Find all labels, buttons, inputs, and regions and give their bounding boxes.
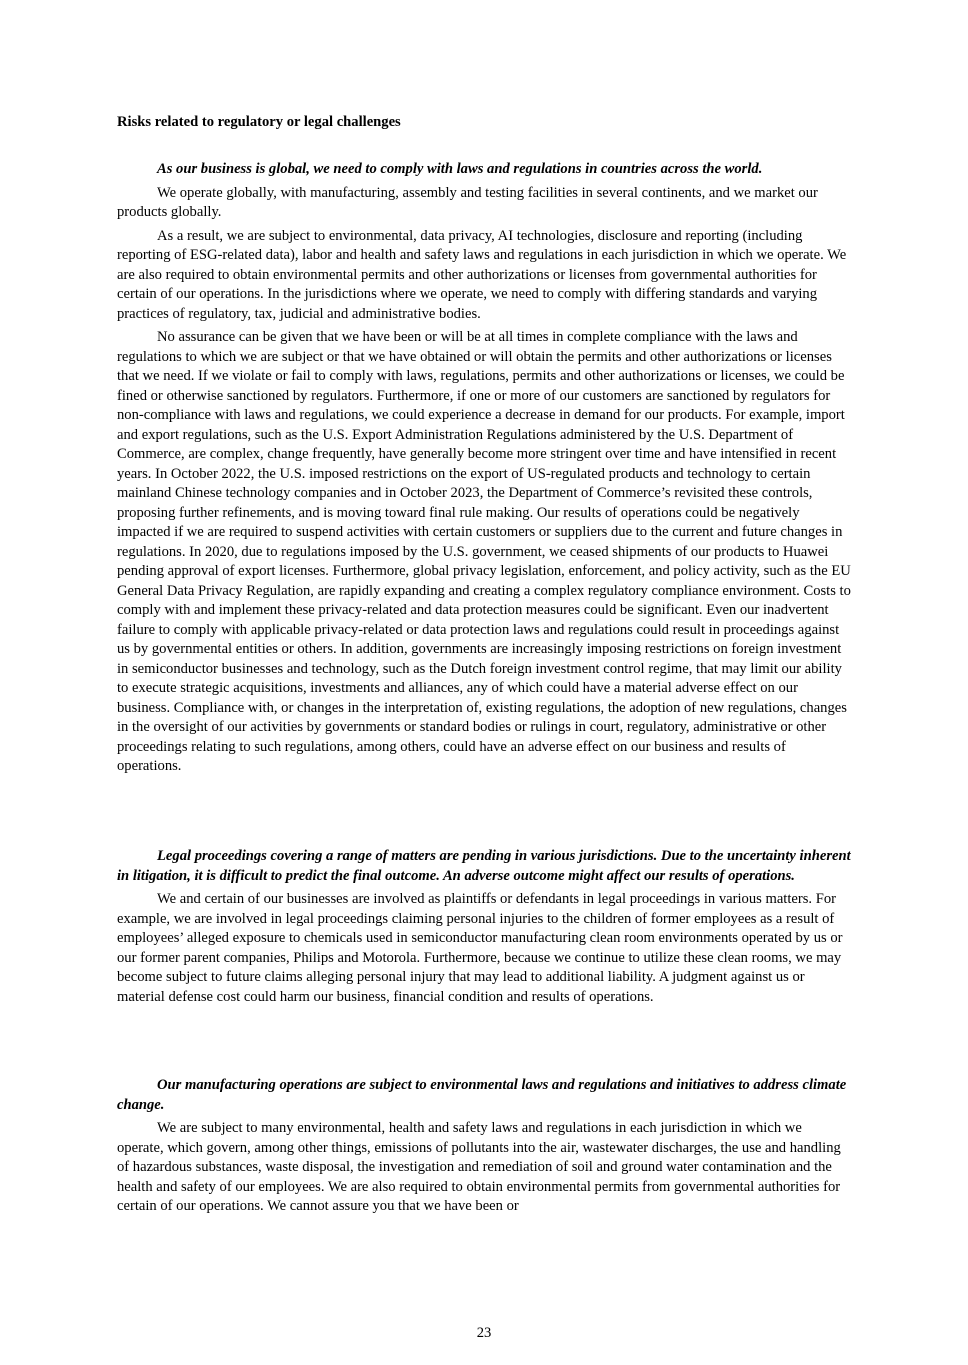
section-heading: Risks related to regulatory or legal challenges: [117, 114, 401, 130]
risk-subheading: Legal proceedings covering a range of matters are pending in various jurisdictions. Due to the uncertainty inherent in litigation, it is difficult to predict the final outcome. An adverse outcome might affect our results of operations.: [117, 848, 851, 884]
paragraph: We and certain of our businesses are involved as plaintiffs or defendants in legal proceedings in various matters. For example, we are involved in legal proceedings claiming personal injuries to the children of former employees as a result of employees’ alleged exposure to chemicals used in semiconductor manufacturing clean room environments operated by us or our former parent companies, Philips and Motorola. Furthermore, because we continue to utilize these clean rooms, we may become subject to future claims alleging personal injury that may lead to additional liability. A judgment against us or material defense cost could harm our business, financial condition and results of operations.: [117, 891, 843, 1005]
risk-factor-global-compliance: [117, 160, 852, 781]
paragraph: We operate globally, with manufacturing, assembly and testing facilities in several continents, and we market our products globally.: [117, 184, 818, 220]
risk-factor-environmental: [117, 1076, 852, 1221]
paragraph: No assurance can be given that we have been or will be at all times in complete compliance with the laws and regulations to which we are subject or that we have obtained or will obtain the permits and other authorizations or licenses that we need. If we violate or fail to comply with laws, regulations, permits and other authorizations or licenses, we could be fined or otherwise sanctioned by regulators. Furthermore, if one or more of our customers are sanctioned by regulators for non-compliance with laws and regulations, we could experience a decrease in demand for our products. For example, import and export regulations, such as the U.S. Export Administration Regulations administered by the U.S. Department of Commerce, are complex, change frequently, have generally become more stringent over time and have intensified in recent years. In October 2022, the U.S. imposed restrictions on the export of US-regulated products and technology to certain mainland Chinese technology companies and in October 2023, the Department of Commerce’s revisited these controls, proposing further refinements, and is moving toward final rule making. Our results of operations could be negatively impacted if we are required to suspend activities with certain customers or suppliers due to the current and future changes in regulations. In 2020, due to regulations imposed by the U.S. government, we ceased shipments of our products to Huawei pending approval of export licenses. Furthermore, global privacy legislation, enforcement, and policy activity, such as the EU General Data Privacy Regulation, are rapidly expanding and creating a complex regulatory compliance environment. Costs to comply with and implement these privacy-related and data protection measures could be significant. Even our inadvertent failure to comply with applicable privacy-related or data protection laws and regulations could result in proceedings against us by governmental entities or others. In addition, governments are increasingly imposing restrictions on foreign investment in semiconductor businesses and technology, such as the Dutch foreign investment control regime, that may limit our ability to execute strategic acquisitions, investments and alliances, any of which could have a material adverse effect on our business. Compliance with, or changes in the interpretation of, existing regulations, the adoption of new regulations, changes in the oversight of our activities by governments or standard bodies or rulings in court, regulatory, administrative or other proceedings relating to such regulations, among others, could have an adverse effect on our business and results of operations.: [117, 329, 851, 774]
paragraph: We are subject to many environmental, health and safety laws and regulations in each jurisdiction in which we operate, which govern, among other things, emissions of pollutants into the air, wastewater discharges, the use and handling of hazardous substances, waste disposal, the investigation and remediation of soil and ground water contamination and the health and safety of our employees. We are also required to obtain environmental permits from governmental authorities for certain of our operations. We cannot assure you that we have been or: [117, 1120, 841, 1214]
risk-subheading: As our business is global, we need to comply with laws and regulations in countries across the world.: [157, 161, 763, 177]
risk-factor-legal-proceedings: [117, 847, 852, 1011]
risk-subheading: Our manufacturing operations are subject to environmental laws and regulations and initiatives to address climate change.: [117, 1077, 847, 1113]
page-number: 23: [476, 1325, 492, 1341]
paragraph: As a result, we are subject to environmental, data privacy, AI technologies, disclosure and reporting (including reporting of ESG-related data), labor and health and safety laws and regulations in each jurisdiction in which we operate. We are also required to obtain environmental permits and other authorizations or licenses from governmental authorities for certain of our operations. In the jurisdictions where we operate, we need to comply with differing standards and varying practices of regulatory, tax, judicial and administrative bodies.: [117, 227, 847, 322]
